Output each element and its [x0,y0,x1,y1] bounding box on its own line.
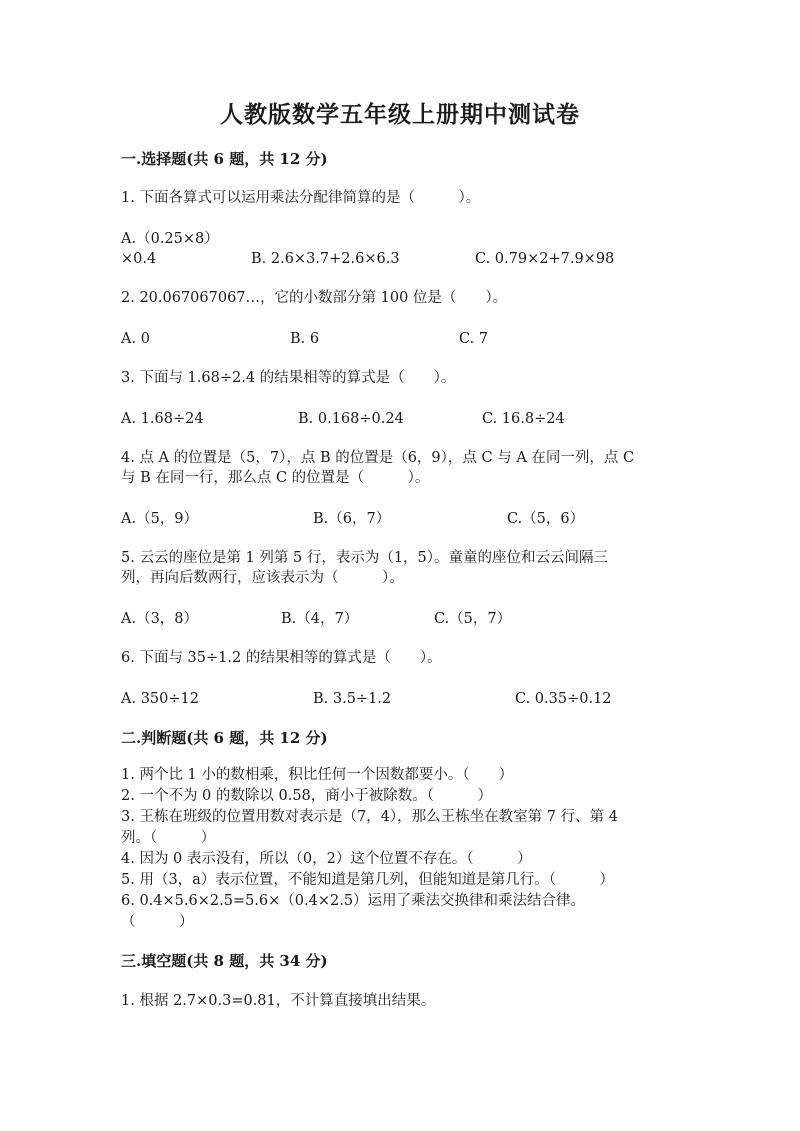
q2-option-a: A. 0 [121,331,150,347]
q5-option-c: C.（5，7） [434,611,512,627]
tf-item-4: 4. 因为 0 表示没有，所以（0，2）这个位置不存在。（ ） [121,851,532,867]
q6-option-a: A. 350÷12 [121,691,199,707]
q4-option-b: B.（6，7） [313,511,391,527]
q1-option-c: C. 0.79×2+7.9×98 [475,251,615,267]
q2-option-b: B. 6 [290,331,320,347]
q3-option-c: C. 16.8÷24 [482,411,565,427]
question-5-line2: 列，再向后数两行，应该表示为（ ）。 [121,570,404,586]
q6-option-b: B. 3.5÷1.2 [313,691,392,707]
q1-option-a-line1: A.（0.25×8） [121,231,219,247]
q4-option-c: C.（5，6） [507,511,585,527]
fill-question-1: 1. 根据 2.7×0.3=0.81，不计算直接填出结果。 [121,993,436,1009]
section-heading-multiple-choice: 一.选择题(共 6 题，共 12 分) [121,150,328,168]
q6-option-c: C. 0.35÷0.12 [515,691,612,707]
tf-item-3-line2: 列。（ ） [121,830,216,846]
question-5-line1: 5. 云云的座位是第 1 列第 5 行，表示为（1，5）。童童的座位和云云间隔三 [121,550,609,566]
tf-item-5: 5. 用（3，a）表示位置，不能知道是第几列，但能知道是第几行。（ ） [121,872,615,888]
q1-option-b: B. 2.6×3.7+2.6×6.3 [251,251,400,267]
q4-option-a: A.（5，9） [121,511,199,527]
page-title: 人教版数学五年级上册期中测试卷 [220,101,580,128]
question-1: 1. 下面各算式可以运用乘法分配律简算的是（ ）。 [121,190,481,206]
tf-item-6-line1: 6. 0.4×5.6×2.5=5.6×（0.4×2.5）运用了乘法交换律和乘法结合律。 [121,893,586,909]
tf-item-2: 2. 一个不为 0 的数除以 0.58，商小于被除数。（ ） [121,788,493,804]
q2-option-c: C. 7 [459,331,489,347]
q5-option-b: B.（4，7） [281,611,359,627]
question-2: 2. 20.067067067…，它的小数部分第 100 位是（ ）。 [121,290,508,306]
section-heading-fill-in: 三.填空题(共 8 题，共 34 分) [121,952,328,970]
question-6: 6. 下面与 35÷1.2 的结果相等的算式是（ ）。 [121,650,442,666]
tf-item-6-line2: （ ） [121,914,194,930]
question-4-line1: 4. 点 A 的位置是（5，7），点 B 的位置是（6，9），点 C 与 A 在同一列，点 C [121,450,635,466]
q3-option-a: A. 1.68÷24 [121,411,204,427]
q5-option-a: A.（3，8） [121,611,199,627]
question-4-line2: 与 B 在同一行，那么点 C 的位置是（ ）。 [121,470,430,486]
tf-item-1: 1. 两个比 1 小的数相乘，积比任何一个因数都要小。（ ） [121,767,514,783]
question-3: 3. 下面与 1.68÷2.4 的结果相等的算式是（ ）。 [121,370,456,386]
tf-item-3-line1: 3. 王栋在班级的位置用数对表示是（7，4），那么王栋坐在教室第 7 行、第 4 [121,809,618,825]
q3-option-b: B. 0.168÷0.24 [298,411,404,427]
q1-option-a-line2: ×0.4 [121,251,157,267]
section-heading-true-false: 二.判断题(共 6 题，共 12 分) [121,729,328,747]
